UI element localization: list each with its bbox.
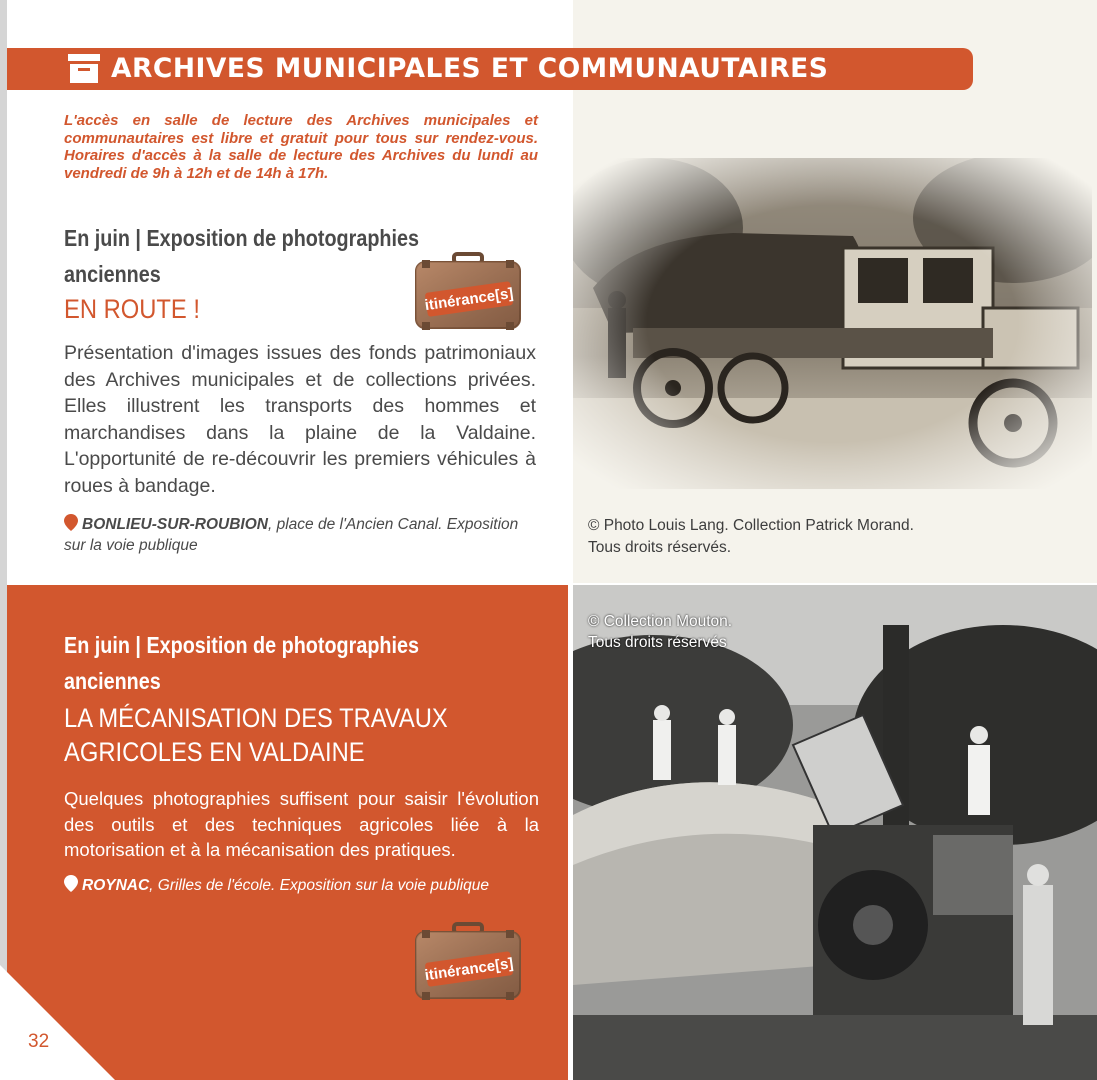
- badge-label: itinérance[s]: [423, 284, 515, 315]
- truck-photograph: [573, 158, 1092, 489]
- exhibition-1-description: Présentation d'images issues des fonds patrimoniaux des Archives municipales et de collections privées. Elles illustrent les transports des hommes et marchandises dans la plaine de la Valdaine. L'opportunité de re-découvrir les premiers véhicules à roues à bandage.: [64, 342, 536, 497]
- exhibition-1-location: [64, 514, 536, 556]
- threshing-machine-photograph: [573, 585, 1097, 1080]
- photo-1-credit-line1: © Photo Louis Lang. Collection Patrick Morand.: [588, 517, 914, 534]
- photo-2-credit-line2: Tous droits réservés: [588, 634, 727, 651]
- section-title: ARCHIVES MUNICIPALES ET COMMUNAUTAIRES: [111, 53, 829, 84]
- intro-text: L'accès en salle de lecture des Archives municipales et communautaires est libre et gratuit pour tous sur rendez-vous. Horaires d'accès à la salle de lecture des Archives du lundi au vendredi de 9h à 12h et de 14h à 17h.: [64, 112, 538, 182]
- photo-2-credit: [588, 611, 732, 653]
- page-corner: [0, 965, 115, 1080]
- photo-1-credit-line2: Tous droits réservés.: [588, 539, 731, 556]
- location-detail: , place de l'Ancien Canal. Exposition sur la voie publique: [64, 516, 519, 554]
- archive-box-icon: [67, 53, 101, 85]
- exhibition-2-description: Quelques photographies suffisent pour saisir l'évolution des outils et des techniques agricoles liée à la motorisation et à la mécanisation des pratiques.: [64, 788, 539, 860]
- exhibition-2-title: [64, 701, 448, 769]
- location-name: BONLIEU-SUR-ROUBION: [82, 516, 268, 533]
- page-number: 32: [28, 1031, 50, 1052]
- badge-label: itinérance[s]: [423, 954, 515, 985]
- exhibition-2-heading: En juin | Exposition de photographies anciennes: [64, 632, 419, 694]
- location-name: ROYNAC: [82, 877, 150, 894]
- itinerances-suitcase-logo: [414, 922, 522, 1002]
- photo-1-credit: [588, 515, 1008, 559]
- exhibition-2-title-line2: AGRICOLES EN VALDAINE: [64, 737, 365, 767]
- exhibition-2-title-line1: LA MÉCANISATION DES TRAVAUX: [64, 703, 448, 733]
- page-edge: [0, 0, 7, 1080]
- photo-2-credit-line1: © Collection Mouton.: [588, 613, 733, 630]
- exhibition-1-title: EN ROUTE !: [64, 294, 200, 324]
- location-pin-icon: [64, 875, 78, 892]
- exhibition-2-location: [64, 875, 536, 896]
- exhibition-1-heading: En juin | Exposition de photographies anciennes: [64, 225, 419, 287]
- location-detail: , Grilles de l'école. Exposition sur la voie publique: [149, 877, 490, 894]
- section-banner: [7, 48, 973, 90]
- location-pin-icon: [64, 514, 78, 531]
- itinerances-suitcase-logo: [414, 252, 522, 332]
